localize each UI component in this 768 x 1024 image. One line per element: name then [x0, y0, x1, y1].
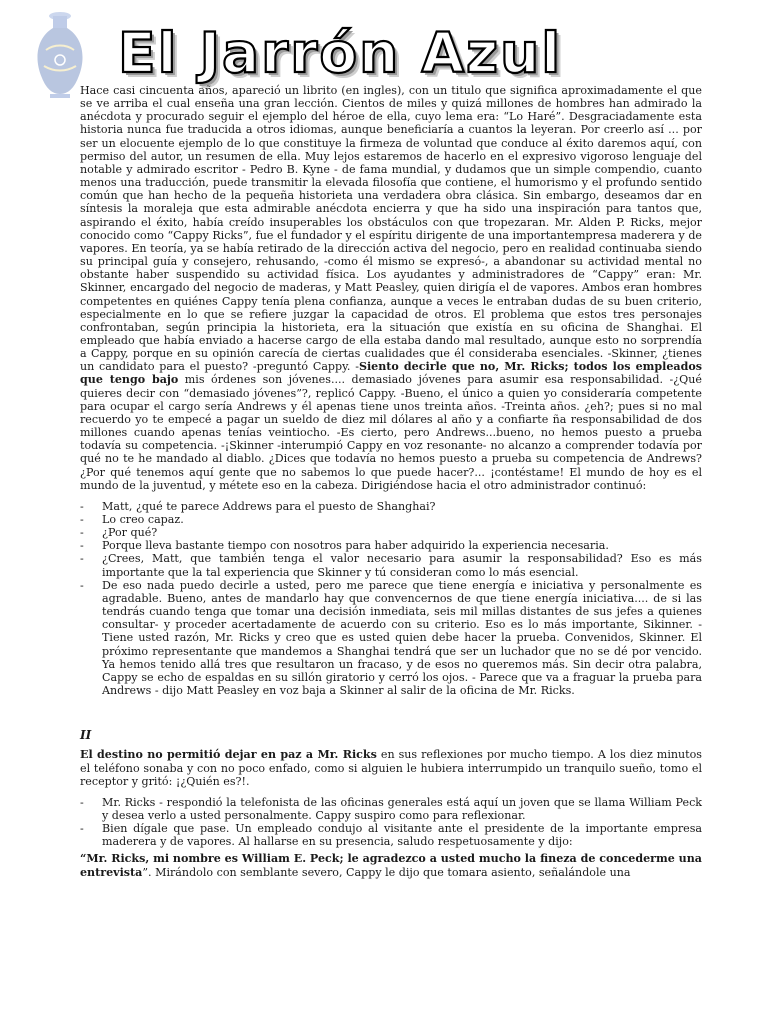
paragraph-closing	[80, 852, 702, 878]
paragraph-intro	[80, 84, 702, 492]
section2-bold-lead: El destino no permitió dejar en paz a Mr. Ricks	[80, 748, 377, 762]
closing-bold-quote: “Mr. Ricks, mi nombre es William E. Peck; le agradezco a usted mucho la fineza de concederme una entrevista	[80, 852, 702, 879]
list-item: - ¿Por qué?	[80, 526, 702, 539]
list-item: - Bien dígale que pase. Un empleado condujo al visitante ante el presidente de la importante empresa maderera y de vapores. Al hallarse en su presencia, saludo respetuosamente y dijo:	[80, 822, 702, 848]
list-item: - Matt, ¿qué te parece Addrews para el puesto de Shanghai?	[80, 500, 702, 513]
list-item: - ¿Crees, Matt, que también tenga el valor necesario para asumir la responsabilidad? Eso es más importante que la tal experiencia que Skinner y tú consideran como lo más esencial.	[80, 552, 702, 578]
section-number: II	[80, 728, 92, 743]
bold-quote: Siento decirle que no, Mr. Ricks; todos los empleados que tengo bajo	[80, 360, 702, 387]
list-item: - De eso nada puedo decirle a usted, pero me parece que tiene energía e iniciativa y personalmente es agradable. Bueno, antes de mandarlo hay que convencernos de que tiene energía iniciativa.... de si las tendrás cuando tenga que tomar una decisión inmediata, seis mil millas distantes de sus jefes a quienes consultar- y proceder acertadamente de acuerdo con su criterio. Eso es lo más importante, Sikinner. - Tiene usted razón, Mr. Ricks y creo que es usted quien debe hacer la prueba. Convenidos, Skinner. El próximo representante que mandemos a Shanghai tendrá que ser un luchador que no se dé por vencido. Ya hemos tenido allá tres que resultaron un fracaso, y de esos no queremos más. Sin decir otra palabra, Cappy se echo de espaldas en su sillón giratorio y cerró los ojos. - Parece que va a fraguar la prueba para Andrews - dijo Matt Peasley en voz baja a Skinner al salir de la oficina de Mr. Ricks.	[80, 579, 702, 697]
paragraph-section2	[80, 748, 702, 787]
article-body	[80, 84, 702, 879]
continuation-text: mis órdenes son jóvenes.... demasiado jóvenes para asumir esa responsabilidad. -¿Qué quieres decir con “demasiado jóvenes”?, replicó Cappy. -Bueno, el único a quien yo consideraría competente para ocupar el cargo sería Andrews y él apenas tiene unos treinta años. -Treinta años. ¿eh?; pues si no mal recuerdo yo te empecé a pagar un sueldo de diez mil dólares al año y a confiarte ña responsabilidad de dos millones cuando apenas tenías veintiocho. -Es cierto, pero Andrews...bueno, no hemos puesto a prueba todavía su competencia. -¡Skinner -interumpió Cappy en voz resonante- no alcanzo a comprender todavía por qué no te he mandado al diablo. ¿Dices que todavía no hemos puesto a prueba su competencia de Andrews? ¿Por qué tenemos aquí gente que no sabemos lo que puede hacer?... ¡contéstame! El mundo de hoy es el mundo de la juventud, y métete eso en la cabeza. Dirigiéndose hacia el otro administrador continuó:	[80, 373, 702, 492]
page-title: El Jarrón Azul	[118, 21, 563, 85]
intro-text: Hace casi cincuenta años, apareció un librito (en ingles), con un titulo que significa aproximadamente el que se ve arriba el cual enseña una gran lección. Cientos de miles y quizá millones de hombres han admirado la anécdota y procurado seguir el ejemplo del héroe de ella, cuyo lema era: “Lo Haré”. Desgraciadamente esta historia nunca fue traducida a otros idiomas, aunque beneficiaría a cuantos la leyeran. Por creerlo así ... por ser un elocuente ejemplo de lo que constituye la firmeza de voluntad que conduce al éxito daremos aquí, con permiso del autor, un resumen de ella. Muy lejos estaremos de hacerlo en el expresivo vigoroso lenguaje del notable y admirado escritor - Pedro B. Kyne - de fama mundial, y dudamos que un simple compendio, cuanto menos una traducción, puede transmitir la elevada filosofía que contiene, el humorismo y el profundo sentido común que han hecho de la pequeña historieta una verdadera obra clásica. Sin embargo, deseamos dar en síntesis la moraleja que esta admirable anécdota encierra y que ha sido una inspiración para tantos que, aspirando el éxito, había creído insuperables los obstáculos con que tropezaran. Mr. Alden P. Ricks, mejor conocido como “Cappy Ricks”, fue el fundador y el espíritu dirigente de una importantempresa maderera y de vapores. En teoría, ya se había retirado de la dirección activa del negocio, pero en realidad continuaba siendo su principal guía y consejero, rehusando, -como él mismo se expresó-, a abandonar su actividad mental no obstante haber suspendido su actividad física. Los ayudantes y administradores de “Cappy” eran: Mr. Skinner, encargado del negocio de maderas, y Matt Peasley, quien dirigía el de vapores. Ambos eran hombres competentes en quiénes Cappy tenía plena confianza, aunque a veces le entraban dudas de su buen criterio, especialmente en lo que se refiere juzgar la capacidad de otros. El problema que estos tres personajes confrontaban, según principia la historieta, era la situación que existía en su oficina de Shanghai. El empleado que había enviado a hacerse cargo de ella estaba dando mal resultado, aunque esto no sorprendía a Cappy, porque en su opinión carecía de ciertas cualidades que él consideraba esenciales. -Skinner, ¿tienes un candidato para el puesto? -preguntó Cappy. -	[80, 84, 702, 374]
dialogue-list-2	[80, 796, 702, 849]
list-item: - Porque lleva bastante tiempo con nosotros para haber adquirido la experiencia necesaria.	[80, 539, 702, 552]
list-item: - Mr. Ricks - respondió la telefonista de las oficinas generales está aquí un joven que se llama William Peck y desea verlo a usted personalmente. Cappy suspiro como para reflexionar.	[80, 796, 702, 822]
section2-lead-text: en sus reflexiones por mucho tiempo. A los diez minutos el teléfono sonaba y con no poco enfado, como si alguien le hubiera interrumpido un tranquilo sueño, tomo el receptor y gritó: ¡¿Quién es?!.	[80, 748, 702, 788]
dialogue-list	[80, 500, 702, 697]
list-item: - Lo creo capaz.	[80, 513, 702, 526]
closing-text: ”. Mirándolo con semblante severo, Cappy le dijo que tomara asiento, señalándole una	[142, 865, 631, 879]
